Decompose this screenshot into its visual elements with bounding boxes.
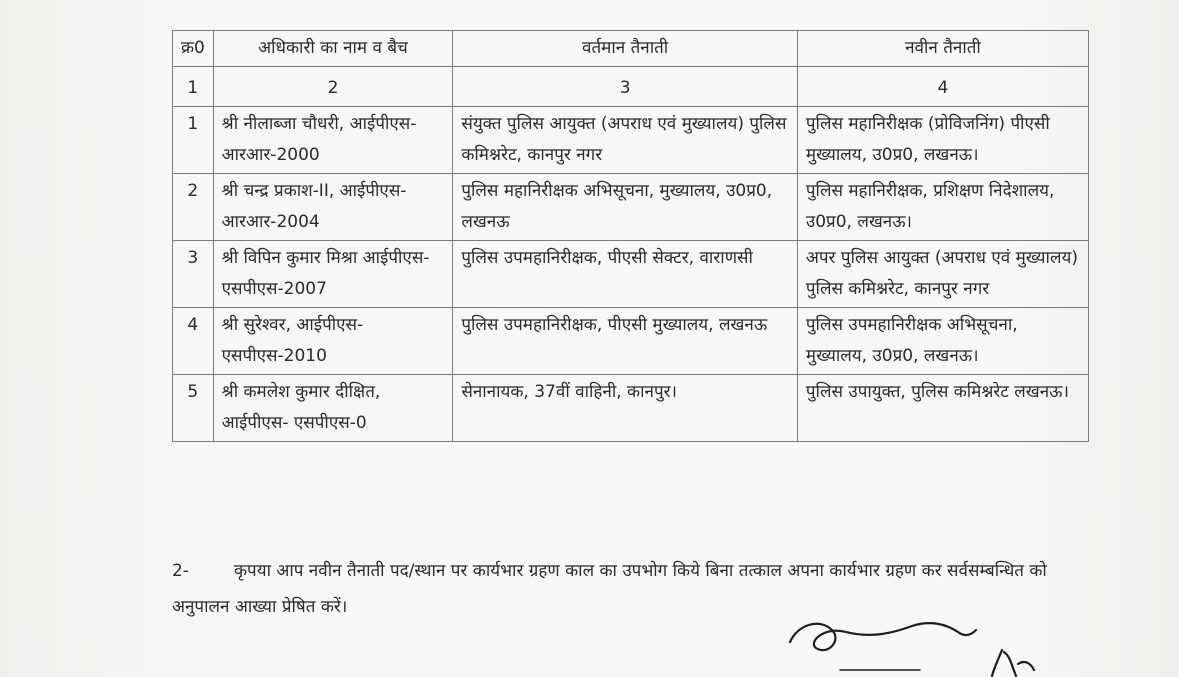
new-posting: पुलिस महानिरीक्षक (प्रोविजनिंग) पीएसी मुख्यालय, उ0प्र0, लखनऊ। [797, 107, 1088, 174]
column-number: 3 [453, 67, 798, 107]
column-number: 4 [797, 67, 1088, 107]
header-serial: क्र0 [173, 31, 214, 67]
officer-name: श्री नीलाब्जा चौधरी, आईपीएस-आरआर-2000 [213, 107, 453, 174]
serial-number: 3 [173, 241, 214, 308]
handwritten-signature-icon [780, 604, 1040, 677]
serial-number: 5 [173, 375, 214, 442]
header-new-posting: नवीन तैनाती [797, 31, 1088, 67]
transfer-table [172, 30, 1089, 442]
table-row [173, 375, 1089, 442]
column-number: 2 [213, 67, 453, 107]
table-row [173, 107, 1089, 174]
current-posting: पुलिस उपमहानिरीक्षक, पीएसी सेक्टर, वाराणसी [453, 241, 798, 308]
new-posting: पुलिस महानिरीक्षक, प्रशिक्षण निदेशालय, उ0प्र0, लखनऊ। [797, 174, 1088, 241]
table-row [173, 241, 1089, 308]
current-posting: सेनानायक, 37वीं वाहिनी, कानपुर। [453, 375, 798, 442]
current-posting: पुलिस महानिरीक्षक अभिसूचना, मुख्यालय, उ0प्र0, लखनऊ [453, 174, 798, 241]
serial-number: 2 [173, 174, 214, 241]
table-header-row [173, 31, 1089, 67]
officer-name: श्री सुरेश्वर, आईपीएस-एसपीएस-2010 [213, 308, 453, 375]
column-number-row [173, 67, 1089, 107]
paragraph-text: कृपया आप नवीन तैनाती पद/स्थान पर कार्यभार ग्रहण काल का उपभोग किये बिना तत्काल अपना कार्यभार ग्रहण कर सर्वसम्बन्धित को अनुपालन आख्या प्रेषित करें। [172, 561, 1047, 617]
paragraph-number: 2- [172, 561, 189, 581]
table-row [173, 174, 1089, 241]
current-posting: पुलिस उपमहानिरीक्षक, पीएसी मुख्यालय, लखनऊ [453, 308, 798, 375]
new-posting: पुलिस उपमहानिरीक्षक अभिसूचना, मुख्यालय, उ0प्र0, लखनऊ। [797, 308, 1088, 375]
officer-name: श्री विपिन कुमार मिश्रा आईपीएस-एसपीएस-2007 [213, 241, 453, 308]
new-posting: पुलिस उपायुक्त, पुलिस कमिश्नरेट लखनऊ। [797, 375, 1088, 442]
serial-number: 1 [173, 107, 214, 174]
header-current-posting: वर्तमान तैनाती [453, 31, 798, 67]
table-row [173, 308, 1089, 375]
serial-number: 4 [173, 308, 214, 375]
officer-name: श्री चन्द्र प्रकाश-II, आईपीएस- आरआर-2004 [213, 174, 453, 241]
officer-name: श्री कमलेश कुमार दीक्षित, आईपीएस- एसपीएस-0 [213, 375, 453, 442]
header-officer-name: अधिकारी का नाम व बैच [213, 31, 453, 67]
current-posting: संयुक्त पुलिस आयुक्त (अपराध एवं मुख्यालय) पुलिस कमिश्नरेट, कानपुर नगर [453, 107, 798, 174]
column-number: 1 [173, 67, 214, 107]
new-posting: अपर पुलिस आयुक्त (अपराध एवं मुख्यालय) पुलिस कमिश्नरेट, कानपुर नगर [797, 241, 1088, 308]
